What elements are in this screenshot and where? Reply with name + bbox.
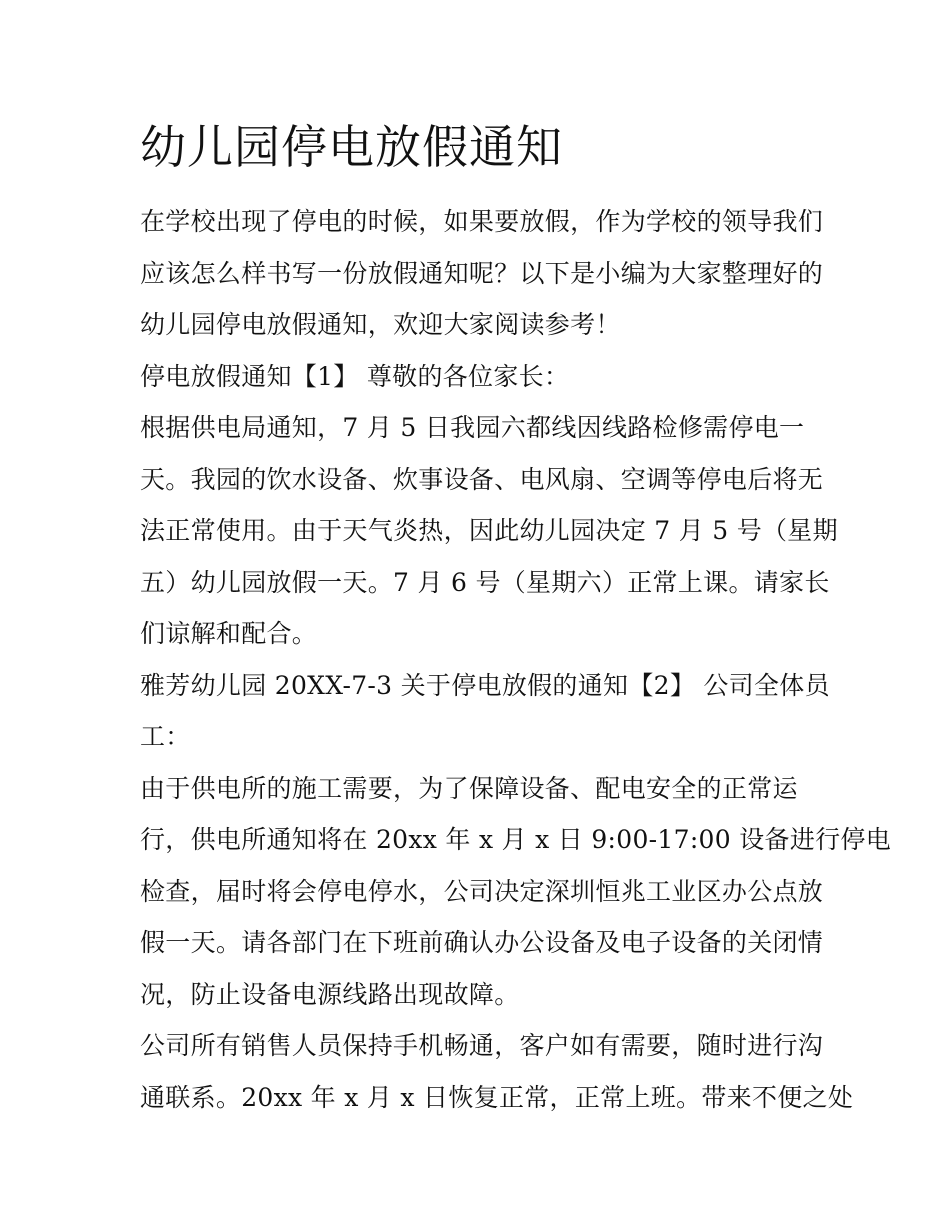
body-line: 们谅解和配合。 (140, 619, 318, 648)
body-line: 法正常使用。由于天气炎热，因此幼儿园决定 7 月 5 号（星期 (140, 516, 838, 545)
body-line: 工： (140, 722, 191, 751)
body-line: 五）幼儿园放假一天。7 月 6 号（星期六）正常上课。请家长 (140, 567, 830, 597)
body-line: 根据供电局通知，7 月 5 日我园六都线因线路检修需停电一 (140, 413, 805, 442)
body-line: 停电放假通知【1】 尊敬的各位家长： (140, 361, 570, 391)
body-line: 公司所有销售人员保持手机畅通，客户如有需要，随时进行沟 (140, 1031, 824, 1060)
body-line: 在学校出现了停电的时候，如果要放假，作为学校的领导我们 (140, 207, 824, 236)
document-body (140, 196, 892, 1123)
body-line: 应该怎么样书写一份放假通知呢？以下是小编为大家整理好的 (140, 258, 824, 288)
body-line: 通联系。20xx 年 x 月 x 日恢复正常，正常上班。带来不便之处 (140, 1082, 854, 1112)
document-title: 幼儿园停电放假通知 (140, 120, 563, 174)
body-line: 由于供电所的施工需要，为了保障设备、配电安全的正常运 (140, 773, 798, 803)
body-line: 天。我园的饮水设备、炊事设备、电风扇、空调等停电后将无 (140, 464, 824, 494)
body-line: 幼儿园停电放假通知，欢迎大家阅读参考！ (140, 310, 621, 339)
body-line: 况，防止设备电源线路出现故障。 (140, 979, 520, 1009)
body-line: 检查，届时将会停电停水，公司决定深圳恒兆工业区办公点放 (140, 876, 824, 906)
body-line: 假一天。请各部门在下班前确认办公设备及电子设备的关闭情 (140, 928, 824, 957)
body-line: 雅芳幼儿园 20XX-7-3 关于停电放假的通知【2】 公司全体员 (140, 670, 830, 700)
body-line: 行，供电所通知将在 20xx 年 x 月 x 日 9:00-17:00 设备进行停电 (140, 825, 892, 854)
